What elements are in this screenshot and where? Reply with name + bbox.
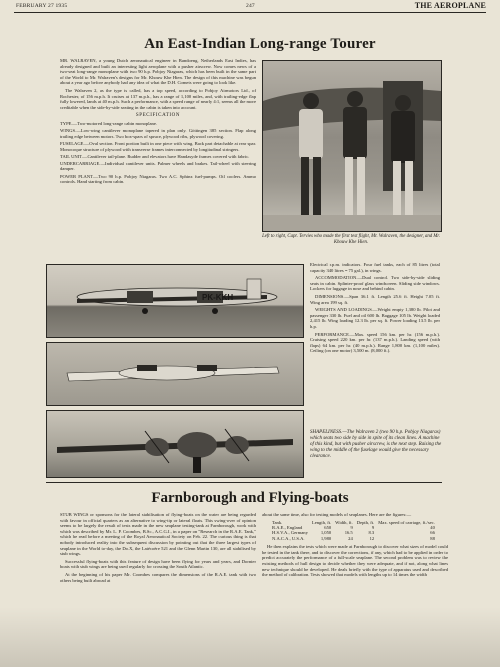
article1-para2: The Walraven 2, as the type is called, has a top speed, according to Pobjoy Airmotors Ltd., of Rochester, of 156 m.p.h. It cruises at 137 m.p.h., has a range of 1,100 miles, and, with trailing-edge flap fully lowered, lands at 40 m.p.h. Such a performance, with a speed range of nearly 4:1, seems all the more creditable when the side-by-side seating in the cabin is taken into account. <box>60 87 256 110</box>
men-photo-caption: Left to right, Capt. Tervies who made the first test flight, Mr. Walraven, the designer, and Mr. Khouw Khe Hien. <box>262 234 440 245</box>
table-cell: 1,050 <box>320 530 332 536</box>
spec-item: UNDERCARRIAGE.—Individual cantilever units. Palmer wheels and brakes. Tail-wheel with steering damper. <box>60 160 256 172</box>
table-header: Tank. <box>272 519 283 525</box>
right-col-para: WEIGHTS AND LOADINGS.—Weight empty 1,380 lb. Pilot and passenger 330 lb. Fuel and oil 600 lb. Baggage 105 lb. Weight loaded 2,415 lb. Wing loading 12.3 lb. per sq. ft. Power loading 13.5 lb. per h.p. <box>310 307 440 329</box>
men-photo-illustration <box>263 61 441 231</box>
table-cell: 9 <box>371 525 375 530</box>
table-header: Width, ft. <box>335 519 353 525</box>
table-cell: 16.5 <box>344 530 353 536</box>
right-col-para: PERFORMANCE.—Max. speed 156 km. per hr. (156 m.p.h.). Cruising speed 220 km. per hr. (137 m.p.h.). Landing speed (with flaps) 64 km. per hr. (40 m.p.h.). Range 1,800 km. (1,100 miles). Ceiling (on one motor) 3,500 m. (8,000 ft.). <box>310 331 440 354</box>
aircraft-registration: PK-KKH <box>202 293 234 302</box>
table-cell: 66 <box>430 530 435 536</box>
article2-right-column <box>262 512 448 580</box>
header-publication: THE AEROPLANE <box>414 1 486 10</box>
spec-heading: SPECIFICATION <box>135 113 181 119</box>
article1-title: An East-Indian Long-range Tourer <box>144 36 376 52</box>
article2-para: At the beginning of his paper Mr. Coombes compares the dimensions of the R.A.E. tank with two others being built abroad at <box>60 571 256 583</box>
article2-left-column <box>60 512 256 585</box>
spec-item: WINGS.—Low-wing cantilever monoplane tapered in plan only. Göttingen 385 section. Flap along trailing edge between motors. Two box-spars of spruce, plywood ribs, plywood covering. <box>60 128 256 139</box>
aircraft-photo-side <box>46 264 304 338</box>
aircraft-photo-front <box>46 410 304 478</box>
article1-right-column <box>310 262 440 356</box>
table-header: Length, ft. <box>311 519 332 525</box>
shapeliness-caption: SHAPELINESS.—The Walraven 2 (two 90 h.p. Pobjoy Niagaras) which seats two side by side in spite of its clean lines. A machine of this kind, but with pusher airscrew, is the next step. Raising the wing to the middle of the fuselage would give the necessary clearance. <box>310 430 442 459</box>
table-cell: N.A.C.A., U.S.A. <box>272 535 305 541</box>
table-cell: 12 <box>369 535 375 541</box>
article1-para1: MR. WALRAVEN, a young Dutch aeronautical engineer in Bandoeng, Netherlands East Indies, has already designed and built an interesting light aeroplane with a pusher airscrew. Now comes news of a two-seat long-range monoplane with two 90 h.p. Pobjoy Niagaras, which has been built in the same part of the World to Mr. Walraven's designs for Mr. Khouw Khe Hien. The design of this machine was begun about a year ago before anybody had any idea of what the D.H. Comets were going to look like. <box>60 58 256 86</box>
table-cell: 1,980 <box>320 535 332 541</box>
table-cell: 24 <box>348 535 353 541</box>
table-cell: R.A.E., England <box>272 525 303 530</box>
section-divider <box>46 482 442 483</box>
article2-para: Successful flying-boats with this feature of design have been flying for years and years, and Dornier boats with stub wings are being used regularly for crossing the South Atlantic. <box>60 558 256 570</box>
table-cell: 9 <box>350 525 353 530</box>
article1-left-column <box>60 58 256 186</box>
header-date: FEBRUARY 27 1935 <box>16 3 68 9</box>
table-cell: H.S.V.A., Germany <box>272 530 308 536</box>
article2-after-table: He then explains the tests which were made at Farnborough to discover what sizes of model could be tested in the tank there, and to discover the corrections, if any, which had to be applied in order to predict accurately the performance of a full-scale seaplane. The second problem was to review the existing methods of hull design to decide whether they were adequate, and if not, along what lines new technique should be developed. He deals briefly with the type of apparatus used and described the method of calibration. Tests showed that models with lengths up to 14 times the width <box>262 544 448 578</box>
table-cell: 88 <box>430 535 435 541</box>
table-header: Depth, ft. <box>356 519 375 525</box>
article2-para: STUB WINGS or sponsons for the lateral stabilisation of flying-boats on the water are being regarded with favour in official quarters as an alternative to wing-tip or lateral floats. This swing-over of opinion seems to be largely the result of tests made in the new seaplane testing-tank at Farnborough, work with which was described by Mr. L. P. Coombes, B.Sc., A.C.G.I., in a paper on "Research in the R.A.E. Tank," which he read before a meeting of the Royal Aeronautical Society on Feb. 22. The curious thing is that nobody introduced reality into the subsequent discussion by pointing out that the three largest types of seaplane in the World to-day, the Do.X, the Latécoère 521 and the Glenn Martin 130, are all stabilised by stub wings. <box>60 512 256 557</box>
men-photo <box>262 60 442 232</box>
header-page-number: 247 <box>246 3 255 9</box>
spec-item: TAIL UNIT.—Cantilever tail-plane. Rudder and elevators have Handasyde frames covered with fabric. <box>60 153 250 159</box>
spec-item: TYPE.—Two-motored long-range cabin monoplane. <box>60 120 158 126</box>
table-header: Max. speed of carriage, ft./sec. <box>378 519 435 525</box>
spec-list <box>60 121 256 185</box>
right-col-para: Electrical r.p.m. indicators. Four fuel tanks, each of 85 litres (total capacity 340 litres = 75 gal.), in wings. <box>310 262 440 273</box>
right-col-para: ACCOMMODATION.—Dual control. Two side-by-side sliding seats in cabin. Splinter-proof glass windscreen. Sliding side windows. Lockers for luggage in nose and behind cabin. <box>310 275 440 292</box>
spec-item: FUSELAGE.—Oval section. Front portion built in one piece with wing. Back part detachable at rear spar. Monocoque structure of plywood with transverse frames interconnected by longitudinal stringers. <box>60 140 256 152</box>
header-rule <box>14 12 486 13</box>
spec-item: POWER PLANT.—Two 90 h.p. Pobjoy Niagaras. Two A.C. Sphinx fuel-pumps. Oil coolers. Ammo controls. Hand starting from cabin. <box>60 173 256 185</box>
table-cell: 40 <box>430 525 435 530</box>
tank-table <box>270 520 437 542</box>
table-cell: 650 <box>324 525 332 530</box>
right-col-para: DIMENSIONS.—Span 36.1 ft. Length 25.6 ft. Height 7.05 ft. Wing area 199 sq. ft. <box>310 293 440 305</box>
article2-intro: about the same time, also for testing models of seaplanes. Here are the figures:— <box>262 512 412 517</box>
article2-title: Farnborough and Flying-boats <box>151 490 349 506</box>
page-shadow <box>0 607 500 667</box>
table-cell: 8.3 <box>368 530 375 536</box>
aircraft-photo-flight <box>46 342 304 406</box>
table-row <box>270 536 437 541</box>
